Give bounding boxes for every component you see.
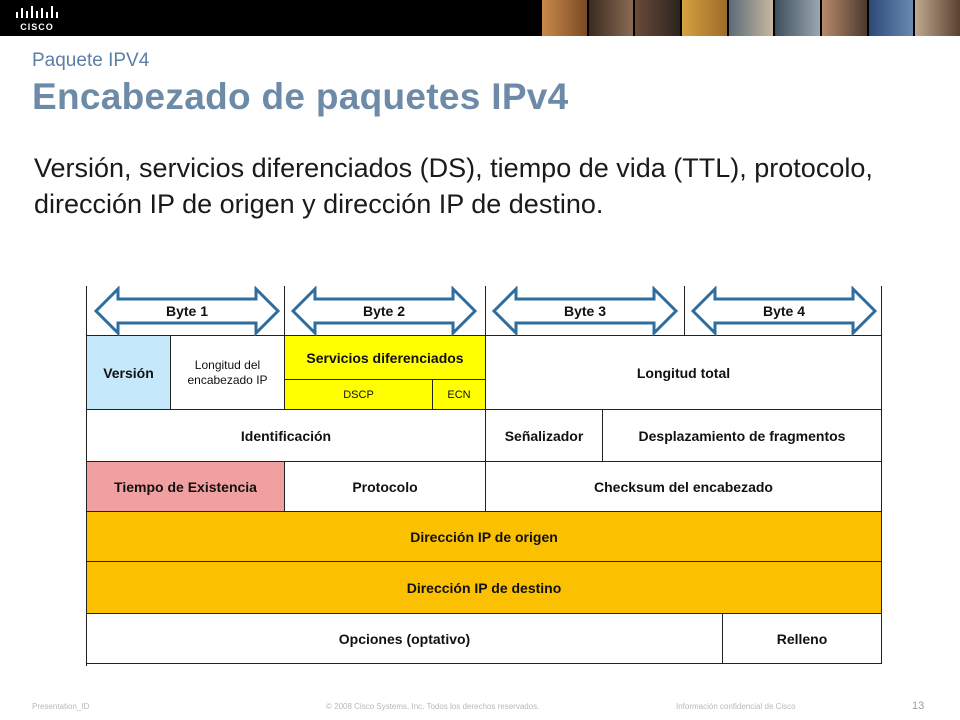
banner-photo bbox=[820, 0, 867, 36]
ds-field: Servicios diferenciados bbox=[285, 336, 486, 380]
options-field: Opciones (optativo) bbox=[87, 614, 723, 664]
banner-photo bbox=[540, 0, 587, 36]
slide-kicker: Paquete IPV4 bbox=[32, 50, 150, 71]
banner-photo bbox=[680, 0, 727, 36]
checksum-field: Checksum del encabezado bbox=[486, 462, 882, 512]
cisco-bridge-icon bbox=[12, 4, 62, 20]
banner-photos bbox=[540, 0, 960, 36]
banner-photo bbox=[773, 0, 820, 36]
page-number: 13 bbox=[912, 700, 925, 712]
banner-photo bbox=[913, 0, 960, 36]
destination-ip-field: Dirección IP de destino bbox=[87, 562, 882, 614]
byte-2-arrow bbox=[291, 286, 477, 336]
logo-wordmark: CISCO bbox=[20, 22, 54, 32]
total-length-field: Longitud total bbox=[486, 336, 882, 410]
ecn-field: ECN bbox=[433, 380, 486, 410]
version-field: Versión bbox=[87, 336, 171, 410]
slide-title: Encabezado de paquetes IPv4 bbox=[32, 76, 569, 117]
ihl-field: Longitud del encabezado IP bbox=[171, 336, 285, 410]
footer-presentation-id: Presentation_ID bbox=[32, 702, 90, 711]
byte-4-label: Byte 4 bbox=[762, 303, 806, 319]
table-left-border bbox=[86, 286, 87, 666]
identification-field: Identificación bbox=[87, 410, 486, 462]
cisco-logo bbox=[12, 4, 62, 32]
byte-4-arrow bbox=[691, 286, 877, 336]
byte-1-arrow bbox=[94, 286, 280, 336]
dscp-field: DSCP bbox=[285, 380, 433, 410]
banner-photo bbox=[633, 0, 680, 36]
protocol-field: Protocolo bbox=[285, 462, 486, 512]
banner-photo bbox=[587, 0, 634, 36]
ipv4-header-diagram bbox=[86, 286, 882, 666]
banner-photo bbox=[867, 0, 914, 36]
byte-3-label: Byte 3 bbox=[563, 303, 607, 319]
byte-2-label: Byte 2 bbox=[362, 303, 406, 319]
byte-3-arrow bbox=[492, 286, 678, 336]
fragment-offset-field: Desplazamiento de fragmentos bbox=[603, 410, 882, 462]
flags-field: Señalizador bbox=[486, 410, 603, 462]
padding-field: Relleno bbox=[723, 614, 882, 664]
banner-photo bbox=[727, 0, 774, 36]
slide-subtitle: Versión, servicios diferenciados (DS), tiempo de vida (TTL), protocolo, dirección IP de origen y dirección IP de destino. bbox=[34, 153, 873, 219]
footer-confidential: Información confidencial de Cisco bbox=[676, 702, 796, 711]
top-banner bbox=[0, 0, 960, 36]
source-ip-field: Dirección IP de origen bbox=[87, 512, 882, 562]
footer-copyright: © 2008 Cisco Systems, Inc. Todos los derechos reservados. bbox=[326, 702, 540, 711]
byte-1-label: Byte 1 bbox=[165, 303, 209, 319]
ttl-field: Tiempo de Existencia bbox=[87, 462, 285, 512]
